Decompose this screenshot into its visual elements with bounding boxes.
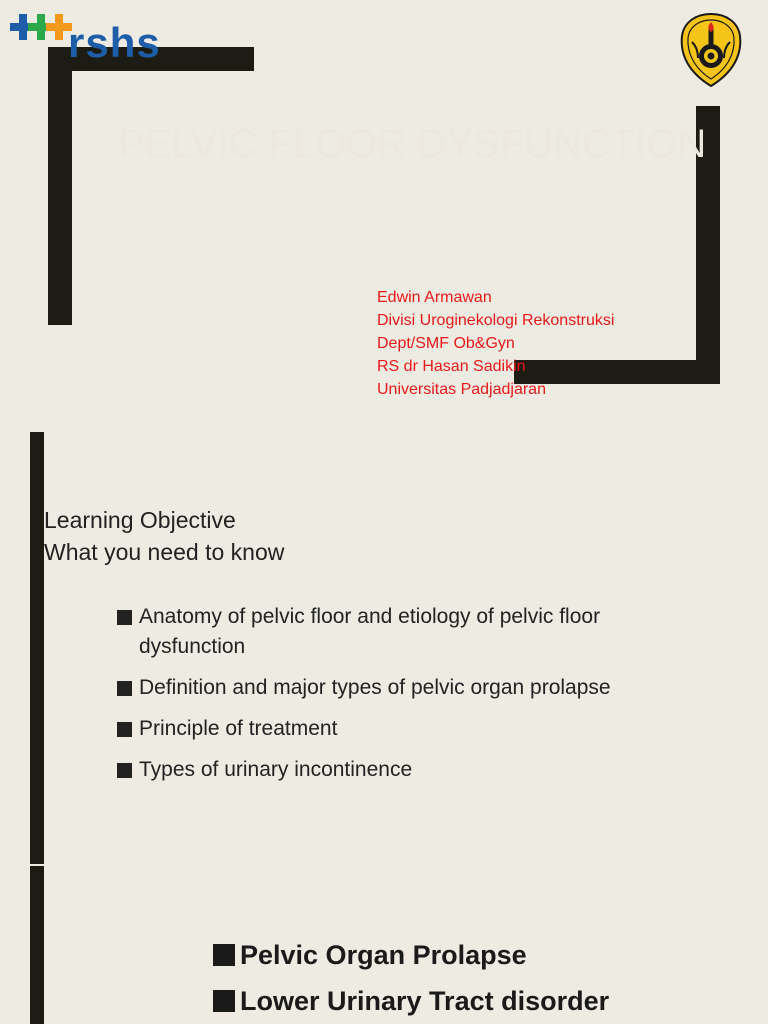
- list-item: Pelvic Organ Prolapse: [213, 932, 609, 978]
- author-block: [377, 286, 614, 401]
- slide2-left-bar: [30, 432, 44, 864]
- square-bullet-icon: [117, 610, 132, 625]
- presentation-title: PELVIC FLOOR DYSFUNCTION: [118, 122, 707, 166]
- author-department: Dept/SMF Ob&Gyn: [377, 335, 515, 352]
- square-bullet-icon: [117, 722, 132, 737]
- topics-list: [213, 932, 609, 1024]
- list-item: Lower Urinary Tract disorder: [213, 978, 609, 1024]
- list-item: Definition and major types of pelvic organ prolapse: [117, 673, 677, 703]
- list-item: Principle of treatment: [117, 714, 677, 744]
- unpad-emblem-icon: [678, 12, 744, 88]
- heading-line-1: Learning Objective: [44, 507, 236, 533]
- square-bullet-icon: [117, 763, 132, 778]
- author-hospital: RS dr Hasan Sadikin: [377, 358, 526, 375]
- frame-bar-top-left-vertical: [48, 47, 72, 325]
- heading-line-2: What you need to know: [44, 539, 285, 565]
- learning-objective-slide: [0, 432, 768, 864]
- square-bullet-icon: [117, 681, 132, 696]
- topics-slide: [0, 864, 768, 1024]
- author-name: Edwin Armawan: [377, 289, 492, 306]
- objective-list: [117, 602, 677, 796]
- list-item: Types of urinary incontinence: [117, 755, 677, 785]
- author-university: Universitas Padjadjaran: [377, 381, 546, 398]
- title-slide: [0, 0, 768, 432]
- learning-objective-heading: [44, 504, 284, 568]
- square-bullet-icon: [213, 944, 235, 966]
- list-item: Anatomy of pelvic floor and etiology of pelvic floor dysfunction: [117, 602, 677, 662]
- author-division: Divisi Uroginekologi Rekonstruksi: [377, 312, 615, 329]
- rshs-logo-text: rshs: [68, 19, 161, 66]
- slide3-left-bar: [30, 866, 44, 1024]
- square-bullet-icon: [213, 990, 235, 1012]
